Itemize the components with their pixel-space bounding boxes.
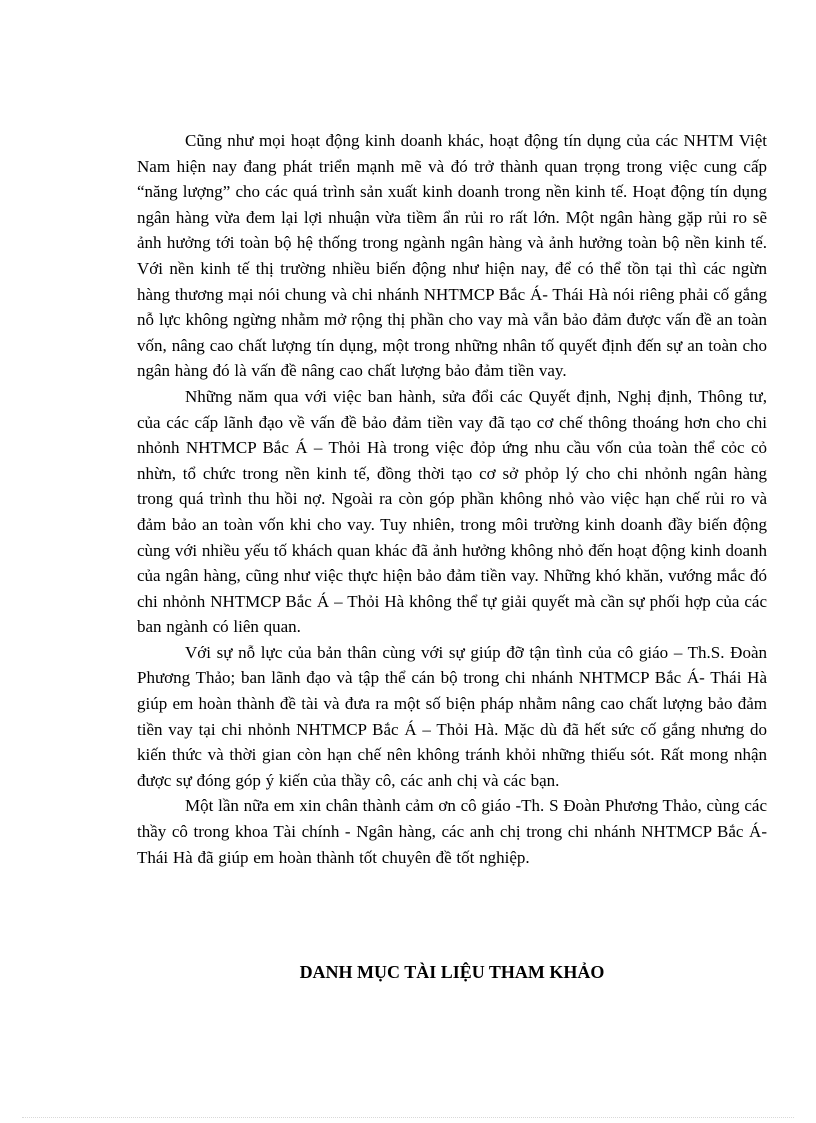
paragraph-acknowledgement: Với sự nỗ lực của bản thân cùng với sự giúp đỡ tận tình của cô giáo – Th.S. Đoàn Phương Thảo; ban lãnh đạo và tập thể cán bộ trong chi nhánh NHTMCP Bắc Á- Thái Hà giúp em hoàn thành đề tài và đưa ra một số biện pháp nhằm nâng cao chất lượng bảo đảm tiền vay tại chi nhỏnh NHTMCP Bắc Á – Thỏi Hà. Mặc dù đã hết sức cố gắng nhưng do kiến thức và thời gian còn hạn chế nên không tránh khỏi những thiếu sót. Rất mong nhận được sự đóng góp ý kiến của thầy cô, các anh chị và các bạn. [137,642,767,790]
paragraph-regulations: Những năm qua với việc ban hành, sửa đổi các Quyết định, Nghị định, Thông tư, của các cấp lãnh đạo về vấn đề bảo đảm tiền vay đã tạo cơ chế thông thoáng hơn cho chi nhỏnh NHTMCP Bắc Á – Thỏi Hà trong việc đỏp ứng nhu cầu vốn của toàn thể cỏc cỏ nhừn, tổ chức trong nền kinh tế, đồng thời tạo cơ sở phỏp lý cho chi nhỏnh ngân hàng trong quá trình thu hồi nợ. Ngoài ra còn góp phần không nhỏ vào việc hạn chế rủi ro và đảm bảo an toàn vốn khi cho vay. Tuy nhiên, trong môi trường kinh doanh đầy biến động cùng với nhiều yếu tố khách quan khác đã ảnh hưởng không nhỏ đến hoạt động kinh doanh của ngân hàng, cũng như việc thực hiện bảo đảm tiền vay. Những khó khăn, vướng mắc đó chi nhỏnh NHTMCP Bắc Á – Thỏi Hà không thể tự giải quyết mà cần sự phối hợp của các ban ngành có liên quan. [137,386,767,637]
page-footer-divider [22,1117,794,1118]
document-body [137,128,767,870]
paragraph-thanks: Một lần nữa em xin chân thành cảm ơn cô giáo -Th. S Đoàn Phương Thảo, cùng các thầy cô trong khoa Tài chính - Ngân hàng, các anh chị trong chi nhánh NHTMCP Bắc Á- Thái Hà đã giúp em hoàn thành tốt chuyên đề tốt nghiệp. [137,796,767,867]
references-heading: DANH MỤC TÀI LIỆU THAM KHẢO [299,962,605,982]
paragraph-credit-activity: Cũng như mọi hoạt động kinh doanh khác, hoạt động tín dụng của các NHTM Việt Nam hiện nay đang phát triển mạnh mẽ và đó trở thành quan trọng trong việc cung cấp “năng lượng” cho các quá trình sản xuất kinh doanh trong nền kinh tế. Hoạt động tín dụng ngân hàng vừa đem lại lợi nhuận vừa tiềm ẩn rủi ro rất lớn. Một ngân hàng gặp rủi ro sẽ ảnh hưởng tới toàn bộ hệ thống trong ngành ngân hàng và ảnh hưởng toàn bộ nền kinh tế. Với nền kinh tế thị trường nhiều biến động như hiện nay, để có thể tồn tại thì các ngừn hàng thương mại nói chung và chi nhánh NHTMCP Bắc Á- Thái Hà nói riêng phải cố gắng nỗ lực không ngừng nhằm mở rộng thị phần cho vay mà vẫn bảo đảm được vấn đề an toàn vốn, nâng cao chất lượng tín dụng, một trong những nhân tố quyết định đến sự an toàn cho ngân hàng đó là vấn đề nâng cao chất lượng bảo đảm tiền vay. [137,131,767,381]
